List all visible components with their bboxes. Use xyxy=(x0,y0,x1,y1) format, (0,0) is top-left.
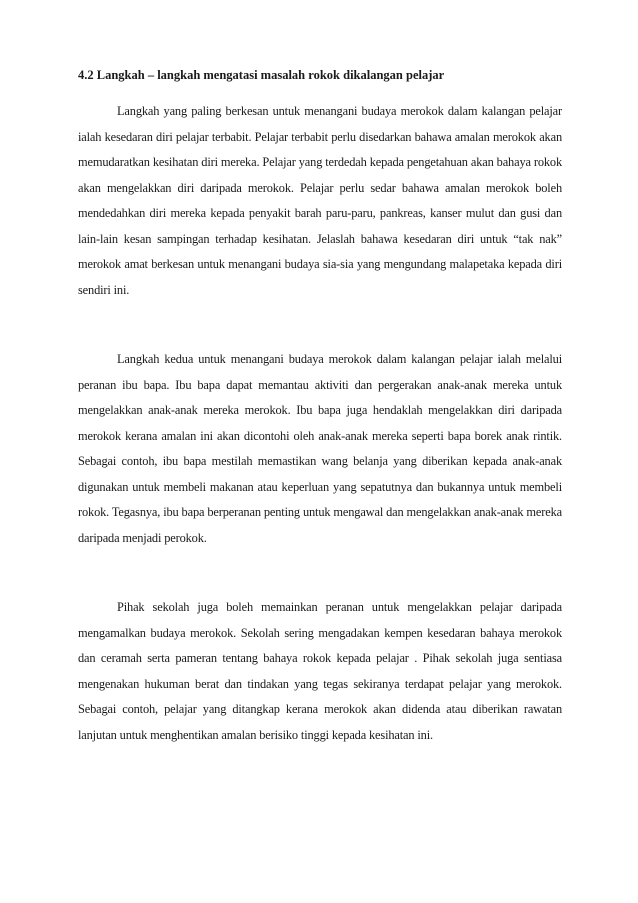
paragraph-peranan-ibu-bapa: Langkah kedua untuk menangani budaya merokok dalam kalangan pelajar ialah melalui peranan ibu bapa. Ibu bapa dapat memantau aktiviti dan pergerakan anak-anak mereka untuk mengelakkan anak-anak mereka merokok. Ibu bapa juga hendaklah mengelakkan diri daripada merokok kerana amalan ini akan dicontohi oleh anak-anak mereka seperti bapa borek anak rintik. Sebagai contoh, ibu bapa mestilah memastikan wang belanja yang diberikan kepada anak-anak digunakan untuk membeli makanan atau keperluan yang sepatutnya dan bukannya untuk membeli rokok. Tegasnya, ibu bapa berperanan penting untuk mengawal dan mengelakkan anak-anak mereka daripada menjadi perokok. xyxy=(78,352,562,545)
paragraph-pihak-sekolah: Pihak sekolah juga boleh memainkan peranan untuk mengelakkan pelajar daripada mengamalkan budaya merokok. Sekolah sering mengadakan kempen kesedaran bahaya merokok dan ceramah serta pameran tentang bahaya rokok kepada pelajar . Pihak sekolah juga sentiasa mengenakan hukuman berat dan tindakan yang tegas sekiranya terdapat pelajar yang merokok. Sebagai contoh, pelajar yang ditangkap kerana merokok akan didenda atau diberikan rawatan lanjutan untuk menghentikan amalan berisiko tinggi kepada kesihatan ini. xyxy=(78,600,562,742)
section-heading: 4.2 Langkah – langkah mengatasi masalah rokok dikalangan pelajar xyxy=(78,68,445,82)
paragraph-kesedaran-diri: Langkah yang paling berkesan untuk menangani budaya merokok dalam kalangan pelajar ialah kesedaran diri pelajar terbabit. Pelajar terbabit perlu disedarkan bahawa amalan merokok akan memudaratkan kesihatan diri mereka. Pelajar yang terdedah kepada pengetahuan akan bahaya rokok akan mengelakkan diri daripada merokok. Pelajar perlu sedar bahawa amalan merokok boleh mendedahkan diri mereka kepada penyakit barah paru-paru, pankreas, kanser mulut dan gusi dan lain-lain kesan sampingan terhadap kesihatan. Jelaslah bahawa kesedaran diri untuk “tak nak” merokok amat berkesan untuk menangani budaya sia-sia yang mengundang malapetaka kepada diri sendiri ini. xyxy=(78,104,562,297)
document-body xyxy=(78,66,562,748)
